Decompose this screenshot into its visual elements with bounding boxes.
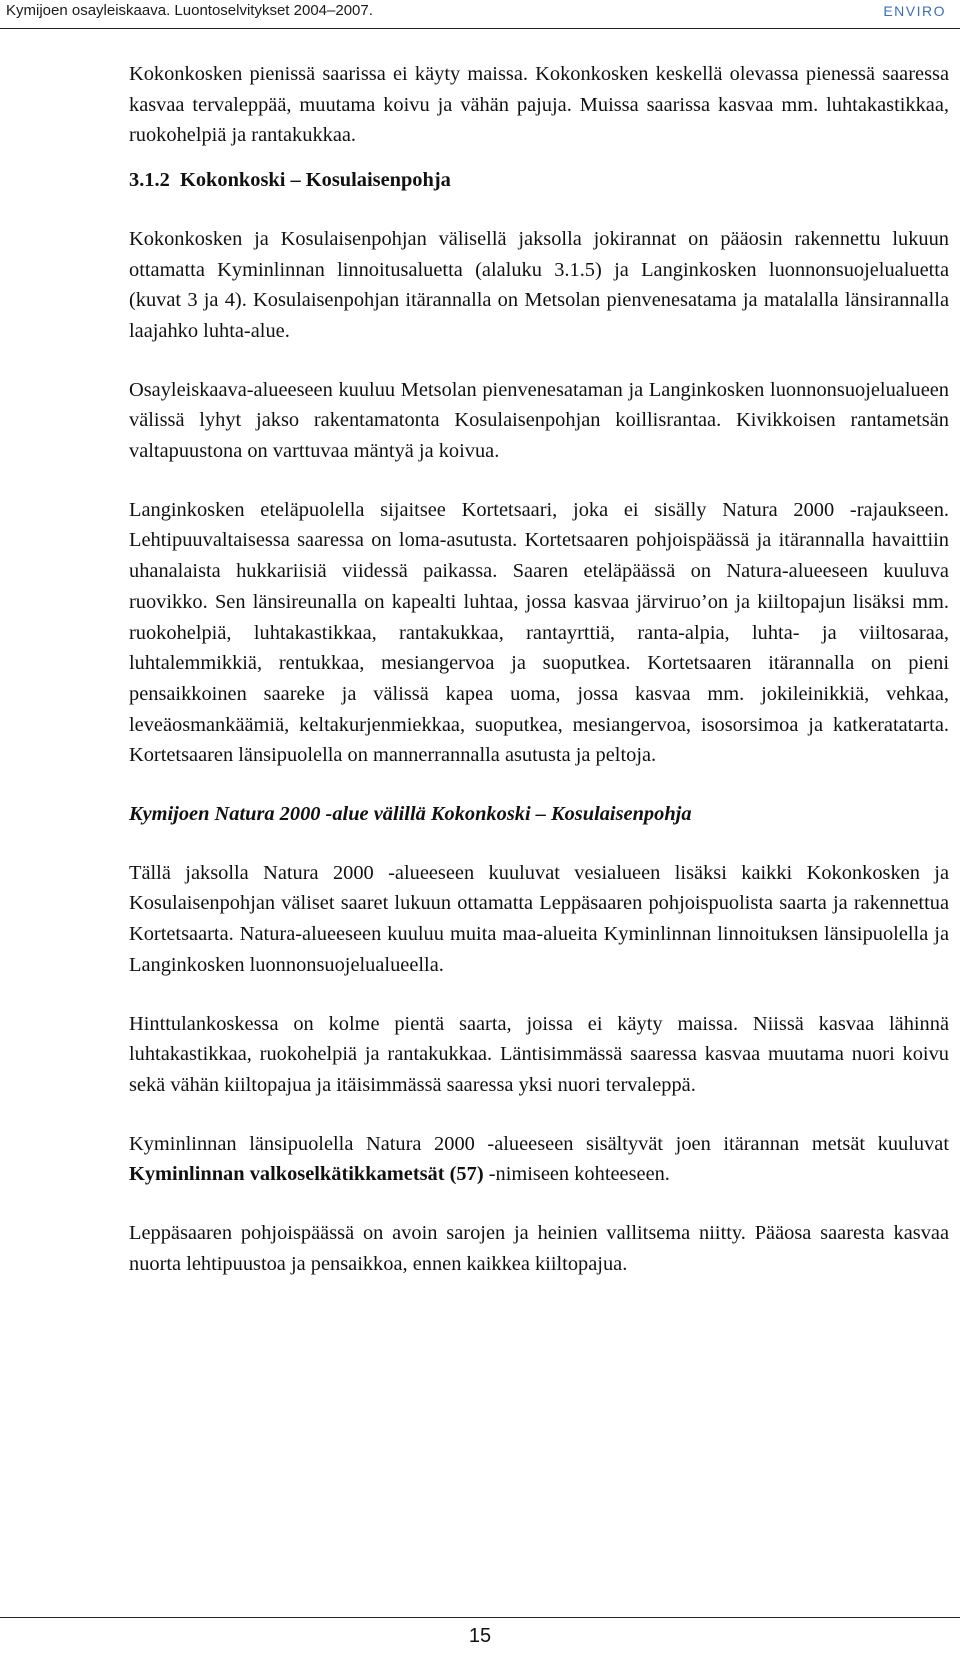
- section-title: Kokonkoski – Kosulaisenpohja: [179, 169, 451, 192]
- section-heading: [129, 165, 949, 196]
- paragraph-4: Tällä jaksolla Natura 2000 -alueeseen kuuluvat vesialueen lisäksi kaikki Kokonkosken ja Kosulaisenpohjan väliset saaret lukuun ottamatta Leppäsaaren pohjoispuolista saarta ja rakennettua Kortetsaarta. Natura-alueeseen kuuluu muita maa-alueita Kyminlinnan linnoituksen länsipuolella ja Langinkosken luonnonsuojelualueella.: [129, 861, 949, 976]
- paragraph-7: Leppäsaaren pohjoispäässä on avoin sarojen ja heinien vallitsema niitty. Pääosa saaresta kasvaa nuorta lehtipuustoa ja pensaikkoa, ennen kaikkea kiiltopajua.: [129, 1222, 949, 1275]
- page-header: [0, 0, 960, 24]
- paragraph-1: Kokonkosken ja Kosulaisenpohjan välisellä jaksolla jokirannat on pääosin rakennettu lukuun ottamatta Kyminlinnan linnoitusaluetta (alaluku 3.1.5) ja Langinkosken luonnonsuojelualuetta (kuvat 3 ja 4). Kosulaisenpohjan itärannalla on Metsolan pienvenesatama ja matalalla länsirannalla laajahko luhta-alue.: [129, 227, 949, 342]
- header-rule: [0, 28, 960, 29]
- paragraph-2: Osayleiskaava-alueeseen kuuluu Metsolan pienvenesataman ja Langinkosken luonnonsuojelualueen välissä lyhyt jakso rakentamatonta Kosulaisenpohjan koillisrantaa. Kivikkoisen rantametsän valtapuustona on varttuvaa mäntyä ja koivua.: [129, 378, 949, 463]
- p6-text-start: Kyminlinnan länsipuolella Natura 2000 -alueeseen sisältyvät joen itärannan metsät kuuluvat: [129, 1132, 949, 1155]
- paragraph-3: Langinkosken eteläpuolella sijaitsee Kortetsaari, joka ei sisälly Natura 2000 -rajaukseen. Lehtipuuvaltaisessa saaressa on loma-asutusta. Kortetsaaren pohjoispäässä ja itärannalla havaittiin uhanalaista hukkariisiä viidessä paikassa. Saaren eteläpäässä on Natura-alueeseen kuuluva ruovikko. Sen länsireunalla on kapealti luhtaa, jossa kasvaa järviruo’on ja kiiltopajun lisäksi mm. ruokohelpiä, luhtakastikkaa, rantakukkaa, rantayrttiä, ranta-alpia, luhta- ja viiltosaraa, luhtalemmikkiä, rentukkaa, mesiangervoa ja suoputkea. Kortetsaaren itärannalla on pieni pensaikkoinen saareke ja välissä kapea uoma, jossa kasvaa mm. jokileinikkiä, vehkaa, leveäosmankäämiä, keltakurjenmiekkaa, suoputkea, mesiangervoa, isosorsimoa ja katkeratatarta. Kortetsaaren länsipuolella on mannerrannalla asutusta ja peltoja.: [129, 498, 949, 767]
- paragraph-6: [129, 1129, 949, 1190]
- header-title: Kymijoen osayleiskaava. Luontoselvitykset 2004–2007.: [6, 2, 373, 19]
- footer-rule: [0, 1617, 960, 1618]
- intro-paragraph: Kokonkosken pienissä saarissa ei käyty maissa. Kokonkosken keskellä olevassa pienessä saaressa kasvaa tervaleppää, muutama koivu ja vähän pajuja. Muissa saarissa kasvaa mm. luhtakastikkaa, ruokohelpiä ja rantakukkaa.: [129, 63, 949, 147]
- paragraph-5: Hinttulankoskessa on kolme pientä saarta, joissa ei käyty maissa. Niissä kasvaa lähinnä luhtakastikkaa, ruokohelpiä ja rantakukkaa. Läntisimmässä saaressa kasvaa muutama nuori koivu sekä vähän kiiltopajua ja itäisimmässä saaressa yksi nuori tervaleppä.: [129, 1012, 949, 1096]
- natura-subheading: Kymijoen Natura 2000 -alue välillä Kokonkoski – Kosulaisenpohja: [129, 803, 692, 826]
- section-number: 3.1.2: [129, 169, 170, 192]
- p6-text-end: -nimiseen kohteeseen.: [483, 1163, 670, 1186]
- enviro-logo: ENVIRO: [883, 3, 946, 19]
- page-number: 15: [468, 1625, 492, 1647]
- document-body: [129, 59, 949, 1280]
- p6-site-name: Kyminlinnan valkoselkätikkametsät (57): [129, 1163, 484, 1186]
